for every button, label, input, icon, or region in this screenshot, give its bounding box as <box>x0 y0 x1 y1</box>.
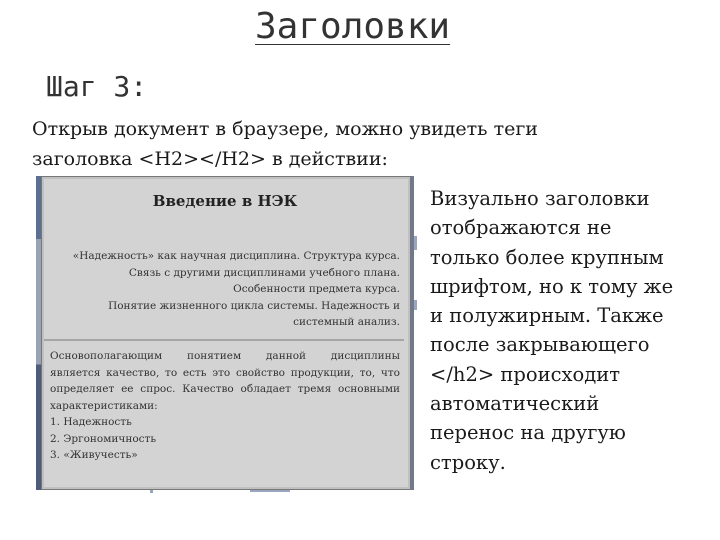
slide-title: Заголовки <box>255 6 451 47</box>
doc-line: 2. Эргономичность <box>50 432 157 445</box>
intro-line: заголовка <H2></H2> в действии: <box>32 148 388 170</box>
doc-line: является качество, то есть это свойство продукции, то, что <box>50 366 400 379</box>
background-window-fragment <box>414 236 417 250</box>
doc-line: 1. Надежность <box>50 416 132 428</box>
intro-text <box>32 114 692 174</box>
browser-screenshot <box>36 176 414 490</box>
side-line: </h2> происходит <box>430 362 621 386</box>
background-window-fragment <box>150 490 153 493</box>
doc-line: характеристиками: <box>50 399 158 412</box>
doc-line: «Надежность» как научная дисциплина. Структура курса. <box>72 250 400 262</box>
side-line: и полужирным. Также <box>430 304 664 328</box>
doc-line: системный анализ. <box>293 316 400 328</box>
doc-line: определяет ее спрос. Качество обладает тремя основными <box>50 383 400 395</box>
doc-paragraph-1 <box>50 248 400 331</box>
doc-line: 3. «Живучесть» <box>50 449 138 461</box>
step-label: Шаг 3: <box>46 70 148 103</box>
doc-line: Понятие жизненного цикла системы. Надежность и <box>108 299 400 312</box>
side-line: Визуально заголовки <box>430 187 650 210</box>
doc-line: Связь с другими дисциплинами учебного плана. <box>128 266 400 279</box>
background-window-fragment <box>250 490 290 492</box>
side-line: только более крупным <box>430 245 664 269</box>
doc-paragraph-2 <box>50 348 400 464</box>
side-line: отображаются не <box>430 216 612 240</box>
background-window-fragment <box>414 300 417 310</box>
side-line: строку. <box>430 450 506 474</box>
side-line: после закрывающего <box>430 333 650 357</box>
doc-divider <box>44 339 404 341</box>
side-line: перенос на другую <box>430 421 626 445</box>
doc-line: Основополагающим понятием данной дисциплины <box>50 350 400 362</box>
side-line: шрифтом, но к тому же <box>430 274 674 298</box>
doc-line: Особенности предмета курса. <box>233 283 400 295</box>
side-explanation <box>430 184 710 477</box>
intro-line: Открыв документ в браузере, можно увидеть теги <box>32 118 538 140</box>
side-line: автоматический <box>430 392 600 416</box>
doc-heading: Введение в НЭК <box>152 192 298 210</box>
